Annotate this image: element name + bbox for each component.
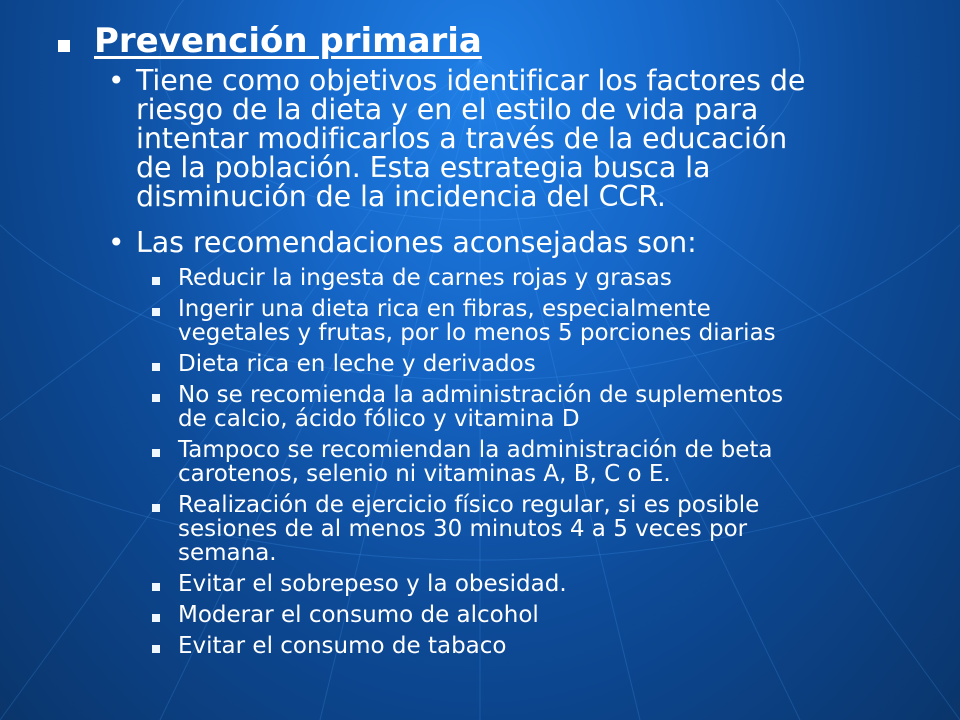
list-item-line: vegetales y frutas, por lo menos 5 porciones diarias [178,320,776,346]
list-item-line: No se recomienda la administración de suplementos [178,382,784,408]
level1-item-title [58,22,482,60]
dot-bullet-icon: • [108,226,125,259]
level2-item-recommendations [108,228,908,257]
list-item-line: Dieta rica en leche y derivados [178,351,536,377]
objectives-line: Tiene como objetivos identificar los factores de [136,64,806,97]
list-item-line: Evitar el sobrepeso y la obesidad. [178,571,567,597]
square-bullet-icon [152,583,160,591]
list-item [152,266,912,290]
slide-title: Prevención primaria [94,21,482,61]
objectives-line: disminución de la incidencia del CCR. [136,180,666,213]
recommendations-heading: Las recomendaciones aconsejadas son: [136,226,697,259]
objectives-line: intentar modificarlos a través de la educación [136,122,788,155]
square-bullet-icon [152,363,160,371]
list-item [152,493,912,565]
square-bullet-icon [152,277,160,285]
list-item-line: Reducir la ingesta de carnes rojas y grasas [178,265,672,291]
square-bullet-icon [152,394,160,402]
list-item [152,297,912,345]
list-item-line: sesiones de al menos 30 minutos 4 a 5 veces por [178,516,748,542]
objectives-line: de la población. Esta estrategia busca la [136,151,711,184]
square-bullet-icon [152,614,160,622]
objectives-line: riesgo de la dieta y en el estilo de vida para [136,93,759,126]
level2-item-objectives [108,66,908,211]
list-item-line: de calcio, ácido fólico y vitamina D [178,406,580,432]
list-item [152,383,912,431]
list-item [152,603,912,627]
list-item [152,572,912,596]
square-bullet-icon [58,40,70,52]
list-item-line: Moderar el consumo de alcohol [178,602,539,628]
list-item [152,634,912,658]
square-bullet-icon [152,645,160,653]
list-item-line: semana. [178,540,277,566]
square-bullet-icon [152,449,160,457]
list-item-line: Ingerir una dieta rica en fibras, especialmente [178,296,711,322]
list-item-line: carotenos, selenio ni vitaminas A, B, C o E. [178,461,671,487]
objectives-text [136,66,805,211]
square-bullet-icon [152,308,160,316]
list-item-line: Realización de ejercicio físico regular, si es posible [178,492,760,518]
square-bullet-icon [152,504,160,512]
dot-bullet-icon: • [108,64,125,97]
list-item [152,352,912,376]
list-item-line: Evitar el consumo de tabaco [178,633,507,659]
list-item [152,438,912,486]
list-item-line: Tampoco se recomiendan la administración de beta [178,437,773,463]
recommendations-list [152,266,912,658]
